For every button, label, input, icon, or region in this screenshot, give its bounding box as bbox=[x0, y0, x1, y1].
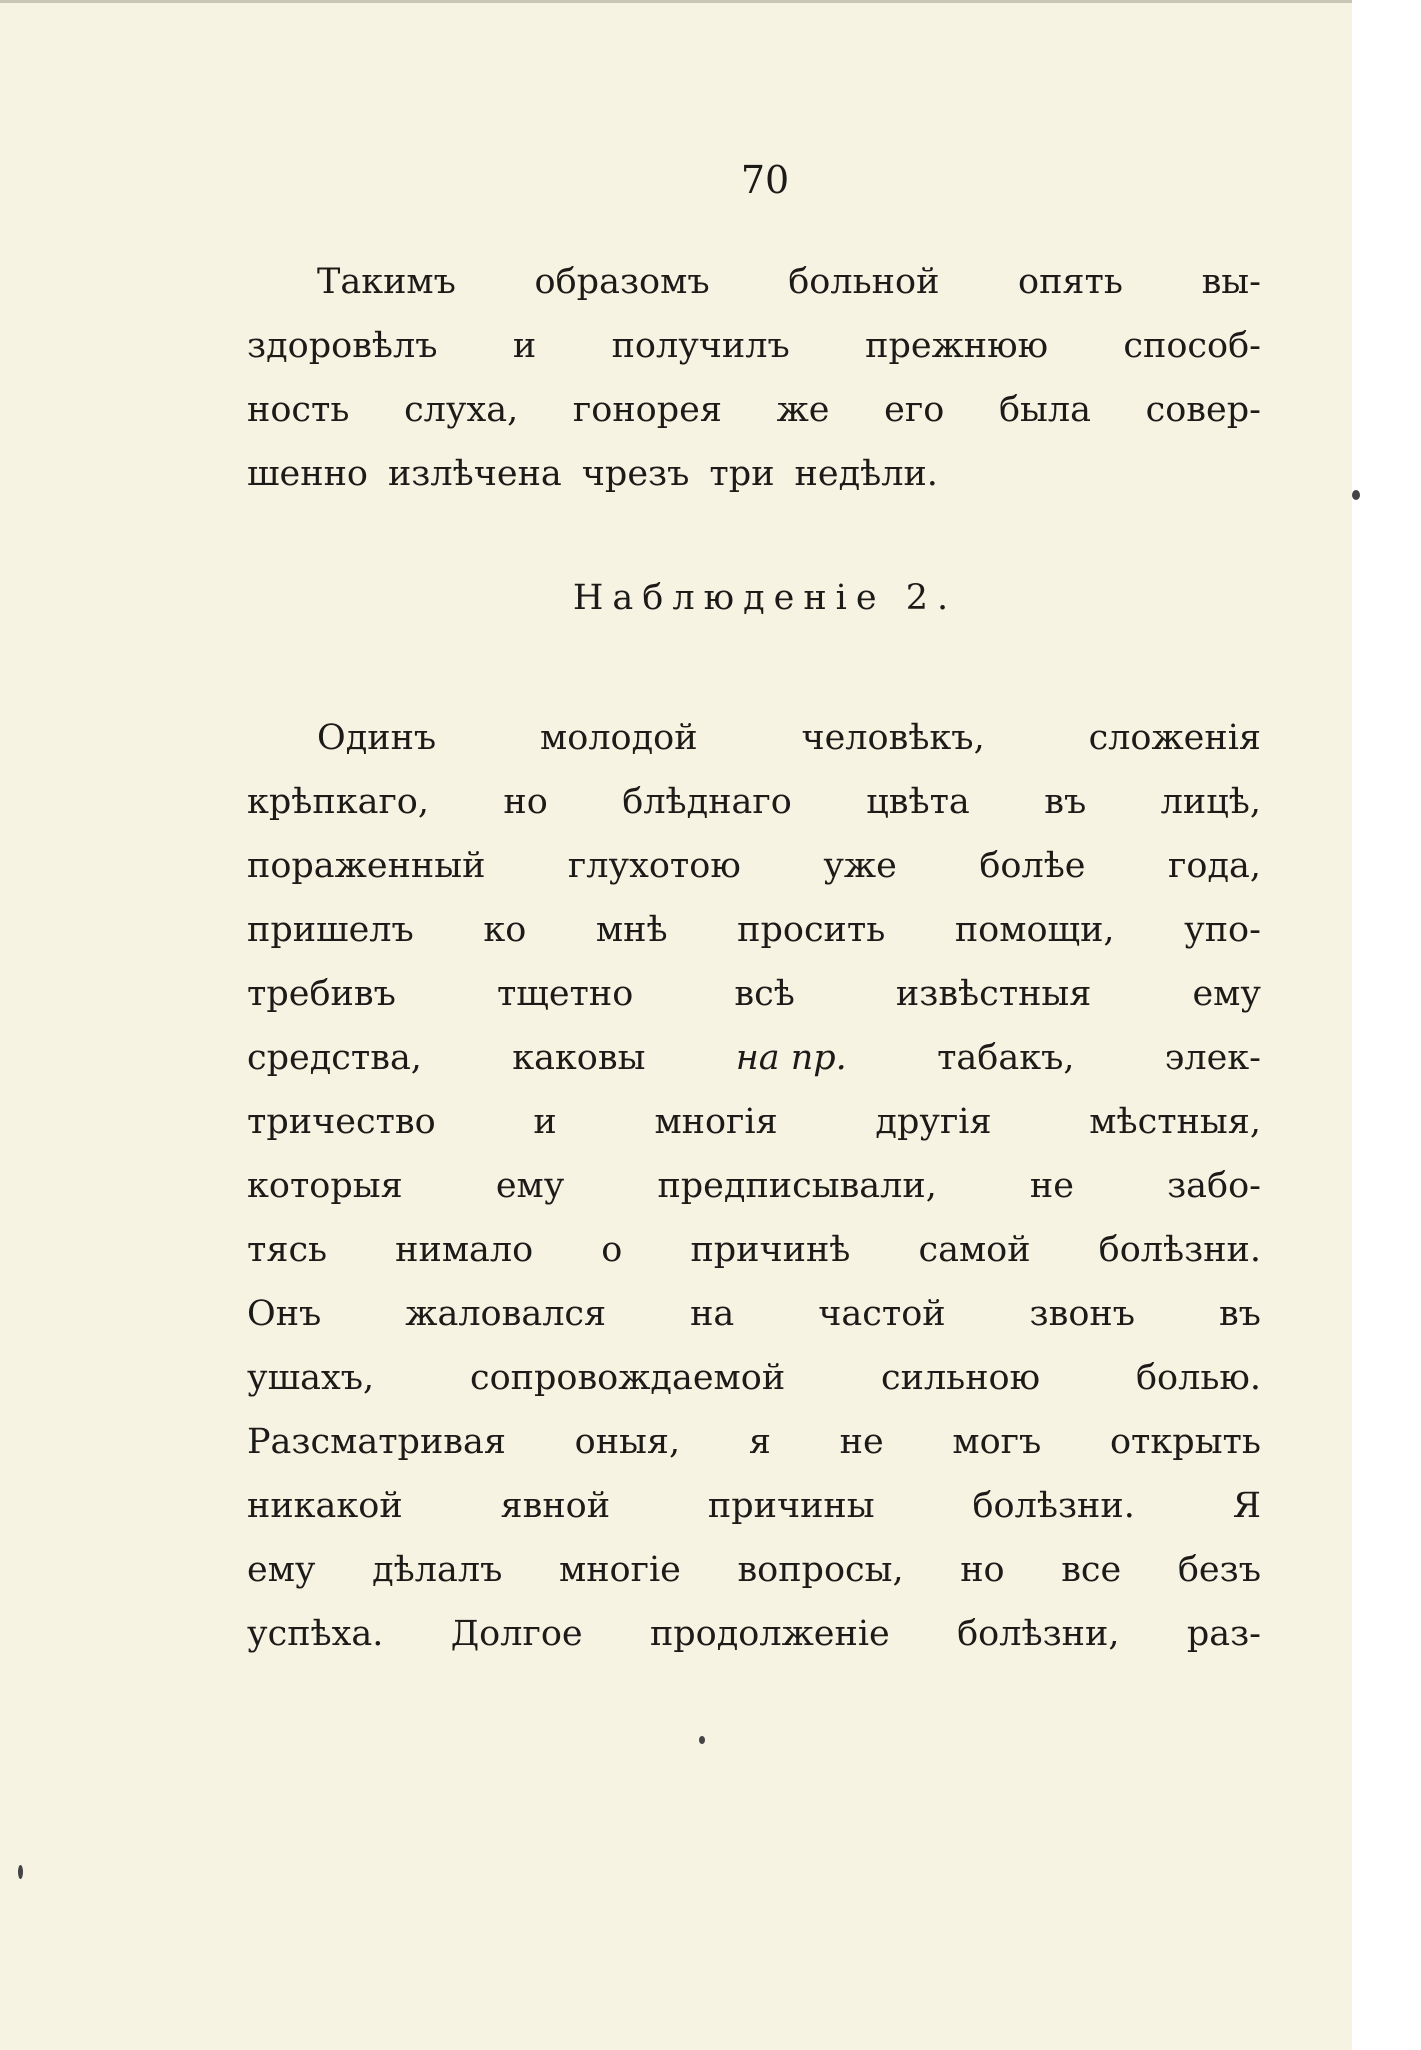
word: сильною bbox=[881, 1358, 1041, 1398]
ink-speck bbox=[699, 1736, 705, 1744]
text-line bbox=[247, 706, 1261, 770]
ink-speck bbox=[18, 1865, 23, 1879]
page-number: 70 bbox=[740, 158, 790, 202]
word: пораженный bbox=[247, 846, 486, 886]
word: на пр. bbox=[735, 1038, 847, 1078]
word: о bbox=[601, 1230, 623, 1270]
word: лицѣ, bbox=[1160, 782, 1261, 822]
text-line bbox=[247, 1090, 1261, 1154]
word: чрезъ bbox=[581, 454, 690, 494]
text-line bbox=[247, 1154, 1261, 1218]
text-line bbox=[247, 314, 1261, 378]
word: его bbox=[884, 390, 945, 430]
word: крѣпкаго, bbox=[247, 782, 429, 822]
ink-speck bbox=[1352, 490, 1360, 500]
word: но bbox=[503, 782, 548, 822]
text-line bbox=[247, 378, 1261, 442]
word: ему bbox=[495, 1166, 565, 1206]
page-margin bbox=[1352, 0, 1421, 2050]
word: больной bbox=[788, 262, 940, 302]
word: молодой bbox=[540, 718, 698, 758]
word: извѣстныя bbox=[895, 974, 1092, 1014]
word: шенно bbox=[247, 454, 368, 494]
word: причины bbox=[707, 1486, 875, 1526]
word: прежнюю bbox=[865, 326, 1049, 366]
word: здоровѣлъ bbox=[247, 326, 438, 366]
word: пришелъ bbox=[247, 910, 414, 950]
word: открыть bbox=[1109, 1422, 1261, 1462]
word: не bbox=[839, 1422, 884, 1462]
word: въ bbox=[1218, 1294, 1261, 1334]
word: была bbox=[998, 390, 1091, 430]
word: продолженіе bbox=[649, 1614, 890, 1654]
word: требивъ bbox=[247, 974, 396, 1014]
word: тщетно bbox=[496, 974, 634, 1014]
word: сопровождаемой bbox=[469, 1358, 786, 1398]
section-heading: Наблюденіе 2. bbox=[572, 578, 958, 618]
word: ность bbox=[247, 390, 350, 430]
paragraph-2 bbox=[247, 706, 1261, 1666]
word: ко bbox=[483, 910, 527, 950]
word: опять bbox=[1018, 262, 1123, 302]
word: никакой bbox=[247, 1486, 403, 1526]
word: уже bbox=[823, 846, 897, 886]
word: многіе bbox=[558, 1550, 681, 1590]
word: совер- bbox=[1145, 390, 1261, 430]
word: способ- bbox=[1123, 326, 1261, 366]
word: Одинъ bbox=[317, 718, 437, 758]
word: звонъ bbox=[1029, 1294, 1136, 1334]
word: же bbox=[776, 390, 830, 430]
word: получилъ bbox=[611, 326, 790, 366]
word: человѣкъ, bbox=[801, 718, 985, 758]
word: болѣзни, bbox=[957, 1614, 1120, 1654]
text-line bbox=[247, 1346, 1261, 1410]
word: Такимъ bbox=[317, 262, 456, 302]
word: нимало bbox=[395, 1230, 534, 1270]
text-line bbox=[247, 1410, 1261, 1474]
word: болью. bbox=[1135, 1358, 1261, 1398]
word: раз- bbox=[1186, 1614, 1261, 1654]
word: частой bbox=[818, 1294, 946, 1334]
word: на bbox=[690, 1294, 735, 1334]
word: вы- bbox=[1201, 262, 1261, 302]
word: безъ bbox=[1177, 1550, 1261, 1590]
word: жаловался bbox=[405, 1294, 607, 1334]
word: другія bbox=[875, 1102, 992, 1142]
word: ему bbox=[247, 1550, 316, 1590]
word: каковы bbox=[512, 1038, 646, 1078]
paragraph-1 bbox=[247, 250, 1261, 506]
word: упо- bbox=[1184, 910, 1261, 950]
word: тясь bbox=[247, 1230, 328, 1270]
word: все bbox=[1061, 1550, 1122, 1590]
text-line bbox=[247, 1474, 1261, 1538]
word: три bbox=[709, 454, 775, 494]
text-line bbox=[247, 1026, 1261, 1090]
text-line bbox=[247, 250, 1261, 314]
word: табакъ, bbox=[937, 1038, 1075, 1078]
word: ушахъ, bbox=[247, 1358, 375, 1398]
word: элек- bbox=[1164, 1038, 1261, 1078]
word: оныя, bbox=[574, 1422, 681, 1462]
word: излѣчена bbox=[387, 454, 562, 494]
word: глухотою bbox=[567, 846, 741, 886]
word: Долгое bbox=[450, 1614, 583, 1654]
text-line bbox=[247, 1282, 1261, 1346]
word: Онъ bbox=[247, 1294, 322, 1334]
word: помощи, bbox=[954, 910, 1115, 950]
word: мнѣ bbox=[595, 910, 668, 950]
word: могъ bbox=[952, 1422, 1042, 1462]
text-line bbox=[247, 1218, 1261, 1282]
word: забо- bbox=[1167, 1166, 1261, 1206]
word: не bbox=[1029, 1166, 1074, 1206]
word: болѣзни. bbox=[1098, 1230, 1261, 1270]
word: слуха, bbox=[404, 390, 519, 430]
word: образомъ bbox=[534, 262, 710, 302]
word: Разсматривая bbox=[247, 1422, 506, 1462]
word: недѣли. bbox=[794, 454, 938, 494]
word: самой bbox=[918, 1230, 1031, 1270]
word: успѣха. bbox=[247, 1614, 384, 1654]
word: блѣднаго bbox=[622, 782, 792, 822]
text-line bbox=[247, 442, 1261, 506]
word: предписывали, bbox=[657, 1166, 937, 1206]
text-line bbox=[247, 1538, 1261, 1602]
word: ему bbox=[1192, 974, 1261, 1014]
word: цвѣта bbox=[866, 782, 970, 822]
word: гонорея bbox=[572, 390, 722, 430]
word: и bbox=[533, 1102, 557, 1142]
word: и bbox=[512, 326, 537, 366]
word: просить bbox=[737, 910, 886, 950]
text-line bbox=[247, 834, 1261, 898]
word: я bbox=[748, 1422, 771, 1462]
word: но bbox=[960, 1550, 1005, 1590]
word: года, bbox=[1168, 846, 1261, 886]
word: вопросы, bbox=[737, 1550, 904, 1590]
text-line bbox=[247, 1602, 1261, 1666]
word: Я bbox=[1232, 1486, 1261, 1526]
word: средства, bbox=[247, 1038, 422, 1078]
word: многія bbox=[654, 1102, 778, 1142]
word: мѣстныя, bbox=[1089, 1102, 1261, 1142]
text-line bbox=[247, 898, 1261, 962]
word: дѣлалъ bbox=[372, 1550, 503, 1590]
word: сложенія bbox=[1088, 718, 1261, 758]
word: явной bbox=[500, 1486, 611, 1526]
word: всѣ bbox=[734, 974, 795, 1014]
word: въ bbox=[1044, 782, 1087, 822]
text-line bbox=[247, 962, 1261, 1026]
word: тричество bbox=[247, 1102, 436, 1142]
word: болѣзни. bbox=[972, 1486, 1135, 1526]
text-line bbox=[247, 770, 1261, 834]
word: которыя bbox=[247, 1166, 403, 1206]
word: причинѣ bbox=[690, 1230, 851, 1270]
word: болѣе bbox=[979, 846, 1086, 886]
